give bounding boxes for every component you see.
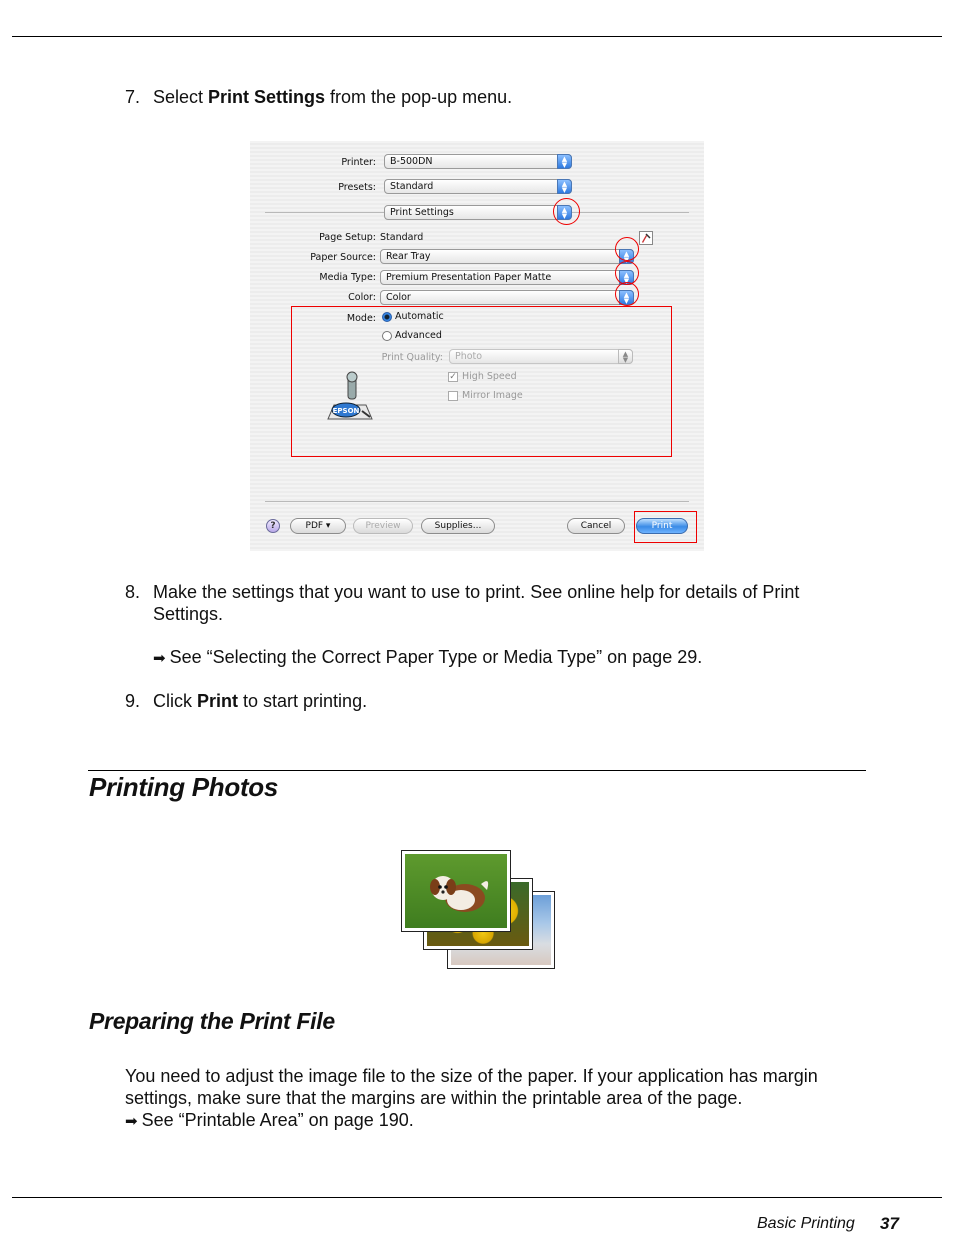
step-7-text bbox=[153, 86, 853, 108]
stepper-icon: ▲ ▼ bbox=[557, 154, 572, 169]
panel-value: Print Settings bbox=[390, 207, 454, 218]
printer-popup[interactable] bbox=[384, 154, 572, 169]
step-9-pre: Click bbox=[153, 691, 197, 711]
step-7-number: 7. bbox=[125, 87, 141, 107]
stepper-icon: ▲ ▼ bbox=[619, 249, 634, 264]
printer-utility-icon[interactable] bbox=[639, 231, 653, 245]
step-7-post: from the pop-up menu. bbox=[325, 87, 513, 107]
high-speed-label: High Speed bbox=[462, 371, 517, 382]
paragraph-reference-text[interactable]: See “Printable Area” on page 190. bbox=[141, 1110, 414, 1130]
help-button[interactable]: ? bbox=[266, 519, 280, 533]
paper-source-value: Rear Tray bbox=[386, 251, 431, 262]
footer-page-number: 37 bbox=[880, 1214, 899, 1233]
stepper-icon: ▲ ▼ bbox=[619, 290, 634, 305]
highlight-circle bbox=[615, 282, 639, 306]
subsection-title: Preparing the Print File bbox=[89, 1008, 335, 1034]
highlight-box-print bbox=[634, 511, 697, 543]
print-button[interactable]: Print bbox=[636, 518, 688, 534]
print-quality-popup[interactable] bbox=[449, 349, 633, 364]
print-quality-label: Print Quality: bbox=[381, 352, 443, 363]
arrow-right-icon: ➡ bbox=[153, 650, 166, 667]
photo-dog bbox=[401, 850, 511, 932]
color-popup[interactable] bbox=[380, 290, 634, 305]
section-rule bbox=[88, 770, 866, 771]
printer-label: Printer: bbox=[341, 157, 376, 168]
high-speed-checkbox[interactable]: ✓ bbox=[449, 372, 457, 382]
epson-logo-text: EPSON bbox=[332, 407, 360, 415]
separator bbox=[265, 501, 689, 502]
page-setup-value: Standard bbox=[380, 232, 424, 243]
arrow-right-icon: ➡ bbox=[125, 1113, 138, 1130]
photo-stack-illustration bbox=[401, 850, 557, 970]
footer-section: Basic Printing bbox=[757, 1215, 855, 1232]
stepper-icon: ▲ ▼ bbox=[619, 270, 634, 285]
presets-value: Standard bbox=[390, 181, 434, 192]
step-8-text: Make the settings that you want to use to print. See online help for details of Print Settings. bbox=[153, 582, 800, 624]
presets-label: Presets: bbox=[338, 182, 376, 193]
mode-automatic-label: Automatic bbox=[395, 311, 444, 322]
mode-advanced-radio[interactable] bbox=[382, 331, 392, 341]
mirror-image-label: Mirror Image bbox=[462, 390, 523, 401]
step-9-post: to start printing. bbox=[238, 691, 368, 711]
stepper-icon: ▲ ▼ bbox=[618, 349, 633, 364]
media-type-value: Premium Presentation Paper Matte bbox=[386, 272, 552, 283]
pdf-button[interactable]: PDF ▾ bbox=[290, 518, 346, 534]
section-title: Printing Photos bbox=[89, 772, 279, 802]
step-8-reference bbox=[153, 646, 702, 670]
step-8-reference-text[interactable]: See “Selecting the Correct Paper Type or Media Type” on page 29. bbox=[169, 647, 703, 667]
media-type-popup[interactable] bbox=[380, 270, 634, 285]
print-quality-value: Photo bbox=[455, 351, 483, 362]
mode-advanced-label: Advanced bbox=[395, 330, 442, 341]
highlight-circle bbox=[615, 237, 639, 261]
highlight-circle bbox=[553, 198, 580, 225]
media-type-label: Media Type: bbox=[319, 272, 376, 283]
stepper-icon: ▲ ▼ bbox=[557, 205, 572, 220]
bottom-rule bbox=[12, 1197, 942, 1198]
paragraph-reference bbox=[125, 1109, 414, 1133]
paper-source-popup[interactable] bbox=[380, 249, 634, 264]
color-value: Color bbox=[386, 292, 411, 303]
panel-popup[interactable] bbox=[384, 205, 572, 220]
top-rule bbox=[12, 36, 942, 37]
mode-label: Mode: bbox=[346, 313, 376, 324]
step-9-number: 9. bbox=[125, 691, 141, 711]
step-7-bold: Print Settings bbox=[208, 87, 326, 107]
mode-automatic-radio[interactable] bbox=[382, 312, 392, 322]
step-9-text bbox=[153, 690, 853, 712]
printer-value: B-500DN bbox=[390, 156, 433, 167]
step-8-number: 8. bbox=[125, 582, 141, 602]
mirror-image-checkbox[interactable] bbox=[448, 391, 458, 401]
epson-mode-icon bbox=[324, 371, 376, 423]
step-9-bold: Print bbox=[197, 691, 239, 711]
step-7-pre: Select bbox=[153, 87, 209, 107]
print-dialog-screenshot bbox=[250, 141, 704, 551]
page-setup-label: Page Setup: bbox=[319, 232, 376, 243]
cancel-button[interactable]: Cancel bbox=[567, 518, 625, 534]
stepper-icon: ▲ ▼ bbox=[557, 179, 572, 194]
paragraph: You need to adjust the image file to the size of the paper. If your application has margin settings, make sure that the margins are within the printable area of the page. bbox=[125, 1066, 818, 1108]
color-label: Color: bbox=[348, 292, 376, 303]
paper-source-label: Paper Source: bbox=[310, 252, 376, 263]
preview-button[interactable]: Preview bbox=[353, 518, 413, 534]
supplies-button[interactable]: Supplies... bbox=[421, 518, 495, 534]
presets-popup[interactable] bbox=[384, 179, 572, 194]
